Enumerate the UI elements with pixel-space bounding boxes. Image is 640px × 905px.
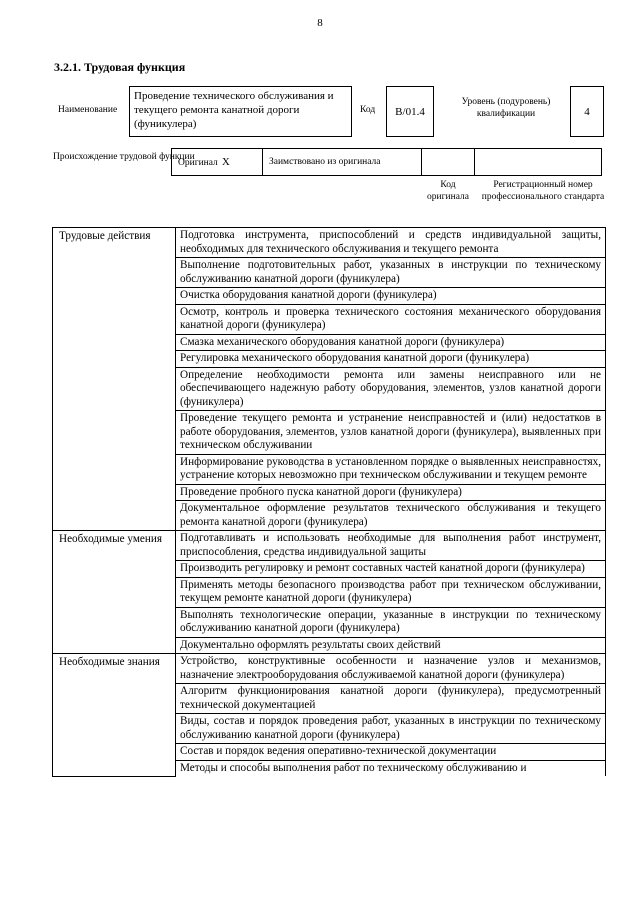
table-item: Определение необходимости ремонта или замены неисправного или не обеспечивающего надежную работу оборудования, элементов, узлов канатной дороги (фуникулера) — [176, 367, 606, 411]
qualification-level-label: Уровень (подуровень) квалификации — [461, 97, 551, 119]
original-code-caption: Код оригинала — [427, 180, 469, 202]
qualification-level-value: 4 — [570, 86, 604, 137]
origin-table — [171, 148, 602, 176]
table-item: Документально оформлять результаты своих действий — [176, 637, 606, 654]
table-row — [53, 228, 606, 258]
table-item: Проведение пробного пуска канатной дороги (фуникулера) — [176, 484, 606, 501]
code-label: Код — [360, 105, 376, 115]
table-item: Выполнять технологические операции, указанные в инструкции по техническому обслуживанию канатной дороги (фуникулера) — [176, 607, 606, 637]
original-mark: X — [221, 156, 230, 168]
table-item: Смазка механического оборудования канатной дороги (фуникулера) — [176, 334, 606, 351]
table-row — [53, 531, 606, 561]
table-item: Устройство, конструктивные особенности и назначение узлов и механизмов, назначение электрооборудования обслуживаемой канатной дороги (фуникулера) — [176, 654, 606, 684]
table-item: Применять методы безопасного производства работ при техническом обслуживании, текущем ремонте канатной дороги (фуникулера) — [176, 577, 606, 607]
origin-code-cell — [422, 149, 475, 176]
table-item: Очистка оборудования канатной дороги (фуникулера) — [176, 288, 606, 305]
name-label: Наименование — [58, 105, 118, 115]
original-label: Оригинал — [178, 158, 218, 168]
table-item: Состав и порядок ведения оперативно-технической документации — [176, 744, 606, 761]
origin-original-cell — [172, 149, 263, 176]
origin-label: Происхождение трудовой функции — [53, 152, 195, 162]
section-category: Трудовые действия — [53, 228, 176, 531]
table-item: Алгоритм функционирования канатной дороги (фуникулера), предусмотренный технической документацией — [176, 684, 606, 714]
function-name-value: Проведение технического обслуживания и текущего ремонта канатной дороги (фуникулера) — [129, 86, 352, 137]
function-details-table — [52, 227, 606, 777]
table-item: Подготовка инструмента, приспособлений и средств индивидуальной защиты, необходимых для технического обслуживания и текущего ремонта — [176, 228, 606, 258]
section-category: Необходимые знания — [53, 654, 176, 777]
origin-borrowed-cell — [263, 149, 422, 176]
registration-number-caption: Регистрационный номер профессионального стандарта — [481, 180, 605, 202]
table-row — [53, 654, 606, 684]
table-item: Производить регулировку и ремонт составных частей канатной дороги (фуникулера) — [176, 561, 606, 578]
section-category: Необходимые умения — [53, 531, 176, 654]
table-item: Виды, состав и порядок проведения работ, указанных в инструкции по техническому обслуживанию канатной дороги (фуникулера) — [176, 714, 606, 744]
table-item: Подготавливать и использовать необходимые для выполнения работ инструмент, приспособления, средства индивидуальной защиты — [176, 531, 606, 561]
function-code-value: В/01.4 — [386, 86, 434, 137]
table-item: Проведение текущего ремонта и устранение неисправностей и (или) недостатков в работе оборудования, элементов, узлов канатной дороги (фуникулера), выявленных при техническом обслуживании — [176, 411, 606, 455]
borrowed-label: Заимствовано из оригинала — [269, 157, 381, 167]
page-number: 8 — [317, 17, 323, 29]
table-item: Регулировка механического оборудования канатной дороги (фуникулера) — [176, 351, 606, 368]
table-item: Документальное оформление результатов технического обслуживания и текущего ремонта канатной дороги (фуникулера) — [176, 501, 606, 531]
table-item: Осмотр, контроль и проверка технического состояния механического оборудования канатной дороги (фуникулера) — [176, 304, 606, 334]
origin-reg-cell — [475, 149, 602, 176]
table-item: Информирование руководства в установленном порядке о выявленных неисправностях, устранение которых невозможно при техническом обслуживании и текущем ремонте — [176, 454, 606, 484]
table-item: Методы и способы выполнения работ по техническому обслуживанию и — [176, 760, 606, 776]
section-title: 3.2.1. Трудовая функция — [54, 60, 186, 74]
table-item: Выполнение подготовительных работ, указанных в инструкции по техническому обслуживанию канатной дороги (фуникулера) — [176, 258, 606, 288]
